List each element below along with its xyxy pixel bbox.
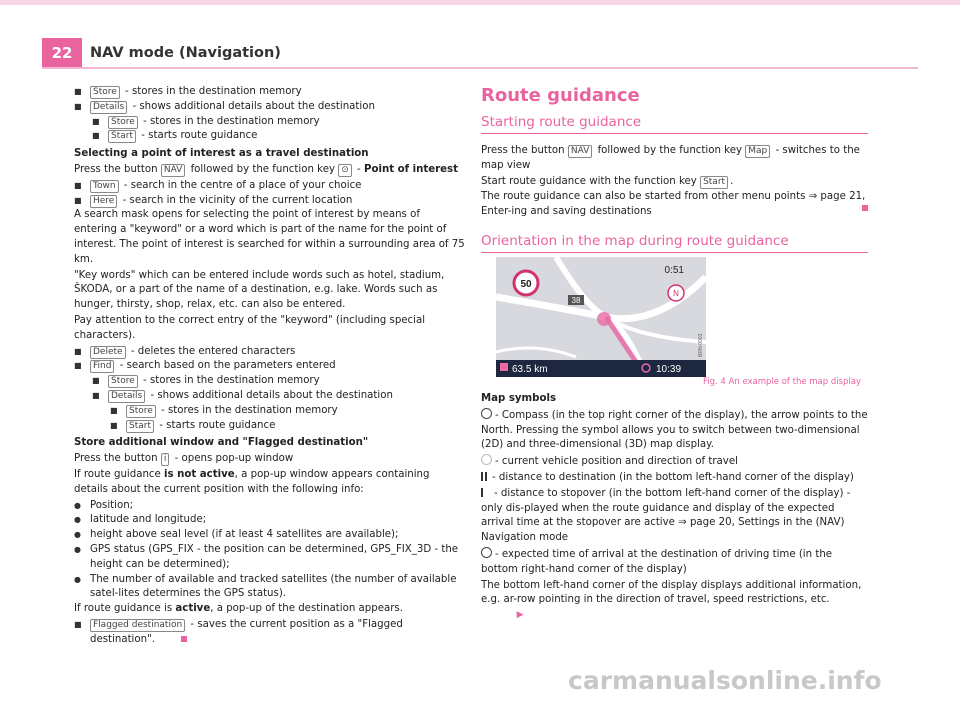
distance-to-destination: 63.5 km <box>512 363 548 375</box>
list-item: ● The number of available and tracked satellites (the number of available satel-lites determines the GPS status). <box>74 573 457 600</box>
paragraph: "Key words" which can be entered include words such as hotel, stadium, ŠKODA, or a part of the name of a destination, e.g. lake. Words such as hunger, thirsty, shop, relax, etc. can also be entered. <box>74 269 445 311</box>
heading-rule <box>481 133 868 134</box>
paragraph: Pay attention to the correct entry of the "keyword" (including special characters). <box>74 314 426 341</box>
delete-key: Delete <box>90 346 126 359</box>
compass-icon <box>481 408 492 419</box>
list-item: ■ Store - stores in the destination memory <box>74 86 302 97</box>
section-title: NAV mode (Navigation) <box>90 45 281 61</box>
right-column <box>481 85 868 624</box>
details-key: Details <box>90 101 127 114</box>
subheading: Selecting a point of interest as a travel destination <box>74 148 369 160</box>
flagged-destination-key: Flagged destination <box>90 619 185 632</box>
poi-key-icon: ⊙ <box>338 164 352 177</box>
list-item: ■ Store - stores in the destination memory <box>92 375 320 387</box>
town-key: Town <box>90 180 119 193</box>
store-key: Store <box>108 375 138 388</box>
start-key: Start <box>108 130 136 143</box>
paragraph: The bottom left-hand corner of the display displays additional information, e.g. ar-row pointing in the direction of travel, speed restrictions, etc. ▶ <box>481 579 862 621</box>
list-item: ■ Start - starts route guidance <box>92 130 258 142</box>
vehicle-position-icon <box>597 312 611 326</box>
header-rule <box>42 67 918 69</box>
map-top-right-readout: 0:51 <box>664 264 684 276</box>
map-display-figure <box>496 257 706 377</box>
list-item: ■ Town - search in the centre of a place of your choice <box>74 179 362 191</box>
paragraph: Press the button NAV followed by the function key Map - switches to the map view <box>481 145 860 171</box>
continue-arrow-icon: ▶ <box>516 610 524 621</box>
destination-flag-icon <box>500 363 508 371</box>
figure-caption: Fig. 4 An example of the map display <box>703 376 862 387</box>
paragraph: Press the button NAV followed by the function key ⊙ - Point of interest <box>74 163 458 175</box>
list-item: ■ Details - shows additional details about the destination <box>74 100 375 112</box>
clock-icon <box>481 547 492 558</box>
vehicle-position-icon <box>481 454 492 465</box>
here-key: Here <box>90 195 117 208</box>
map-key: Map <box>745 145 770 158</box>
start-key: Start <box>126 420 154 433</box>
page-number: 22 <box>42 38 82 68</box>
page-header <box>42 38 281 68</box>
destination-flag-icon <box>481 472 489 481</box>
store-key: Store <box>90 86 120 99</box>
nav-key: NAV <box>161 164 185 177</box>
subheading: Map symbols <box>481 392 557 404</box>
list-item: ● height above seal level (if at least 4 satellites are available); <box>74 529 399 541</box>
subheading: Store additional window and "Flagged destination" <box>74 437 369 449</box>
store-key: Store <box>108 116 138 129</box>
paragraph: Start route guidance with the function key Start . <box>481 175 734 187</box>
paragraph: - distance to stopover (in the bottom left-hand corner of the display) - only dis-played when the route guidance and display of the expected arrival time at the stopover are active ⇒ page 20, Settings in the (NAV) Navigation mode <box>481 487 851 544</box>
speed-limit-value: 50 <box>520 278 532 290</box>
arrival-time: 10:39 <box>656 363 682 375</box>
paragraph: If route guidance is not active, a pop-up window appears containing details about the current position with the following info: <box>74 468 430 495</box>
details-key: Details <box>108 390 145 403</box>
store-key: Store <box>126 405 156 418</box>
paragraph: Press the button i - opens pop-up window <box>74 453 294 465</box>
subsection-heading: Orientation in the map during route guidance <box>481 232 789 249</box>
paragraph: A search mask opens for selecting the point of interest by means of entering a "keyword" or a word which is part of the name for the point of interest. The point of interest is searched for within a surrounding area of 75 km. <box>74 209 465 265</box>
list-item: ● Position; <box>74 499 134 511</box>
paragraph: - distance to destination (in the bottom left-hand corner of the display) <box>481 471 868 486</box>
list-item: ■ Delete - deletes the entered characters <box>74 345 296 357</box>
paragraph: The route guidance can also be started from other menu points ⇒ page 21, Enter-ing and saving destinations <box>481 190 868 220</box>
compass-north: N <box>673 288 679 298</box>
heading-rule <box>481 252 868 253</box>
nav-key: NAV <box>568 145 592 158</box>
paragraph: If route guidance is active, a pop-up of the destination appears. <box>74 603 403 615</box>
list-item: ● GPS status (GPS_FIX - the position can be determined, GPS_FIX_3D - the height can be determined); <box>74 543 459 570</box>
paragraph: - Compass (in the top right corner of the display), the arrow points to the North. Pressing the symbol allows you to switch between two-dimensional (2D) and three-dimensional (3D) map display. <box>481 409 868 451</box>
road-number: 38 <box>571 295 581 305</box>
stopover-flag-icon <box>481 488 491 497</box>
subsection-heading: Starting route guidance <box>481 114 642 130</box>
start-key: Start <box>700 176 728 189</box>
end-marker <box>862 205 868 211</box>
list-item: ■ Store - stores in the destination memory <box>92 115 320 127</box>
section-heading: Route guidance <box>481 85 640 106</box>
paragraph: - current vehicle position and direction of travel <box>481 454 868 470</box>
info-key-icon: i <box>161 453 170 466</box>
end-marker <box>181 636 187 642</box>
list-item: ■ Flagged destination - saves the current position as a "Flagged destination". <box>74 618 403 645</box>
watermark: carmanualsonline.info <box>568 666 882 695</box>
list-item: ■ Find - search based on the parameters entered <box>74 360 336 372</box>
list-item: ■ Start - starts route guidance <box>110 419 276 431</box>
left-column <box>74 85 466 647</box>
list-item: ■ Store - stores in the destination memory <box>110 404 338 416</box>
figure-code: BRN-0003 <box>698 333 704 357</box>
figure <box>481 263 868 389</box>
list-item: ■ Details - shows additional details about the destination <box>92 389 393 401</box>
paragraph: - expected time of arrival at the destination of driving time (in the bottom right-hand corner of the display) <box>481 548 833 575</box>
list-item: ■ Here - search in the vicinity of the current location <box>74 194 353 206</box>
find-key: Find <box>90 360 114 373</box>
list-item: ● latitude and longitude; <box>74 514 207 526</box>
top-color-bar <box>0 0 960 5</box>
